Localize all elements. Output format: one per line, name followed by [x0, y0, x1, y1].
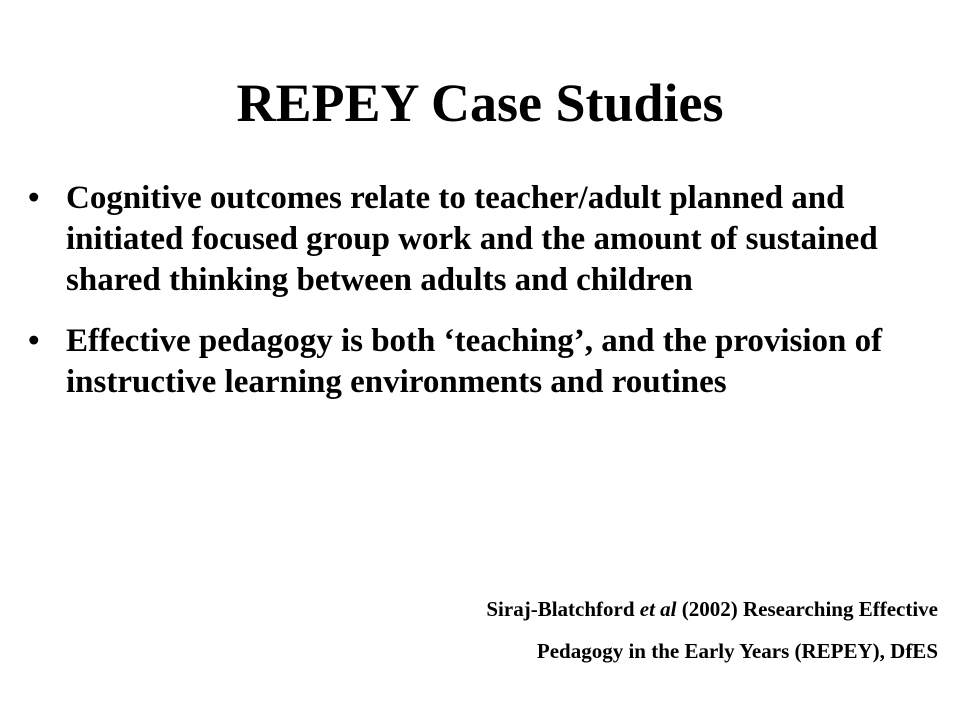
bullet-text: Effective pedagogy is both ‘teaching’, and the provision of instructive learning environments and routines	[66, 323, 883, 400]
citation-title-end: Pedagogy in the Early Years (REPEY), DfES	[536, 639, 938, 663]
bullet-item	[0, 178, 960, 301]
bullet-text: Cognitive outcomes relate to teacher/adult planned and initiated focused group work and the amount of sustained shared thinking between adults and children	[66, 180, 878, 298]
citation-line-1	[486, 596, 938, 622]
citation-title-start: (2002) Researching Effective	[676, 597, 938, 621]
citation-et-al: et al	[639, 597, 677, 621]
citation-line-2	[537, 638, 938, 664]
bullet-item	[0, 321, 960, 403]
bullet-list	[0, 178, 960, 423]
citation-authors: Siraj-Blatchford	[486, 597, 640, 621]
bullet-dot-icon: •	[28, 323, 40, 359]
bullet-dot-icon: •	[28, 180, 40, 216]
slide-title: REPEY Case Studies	[236, 73, 724, 133]
